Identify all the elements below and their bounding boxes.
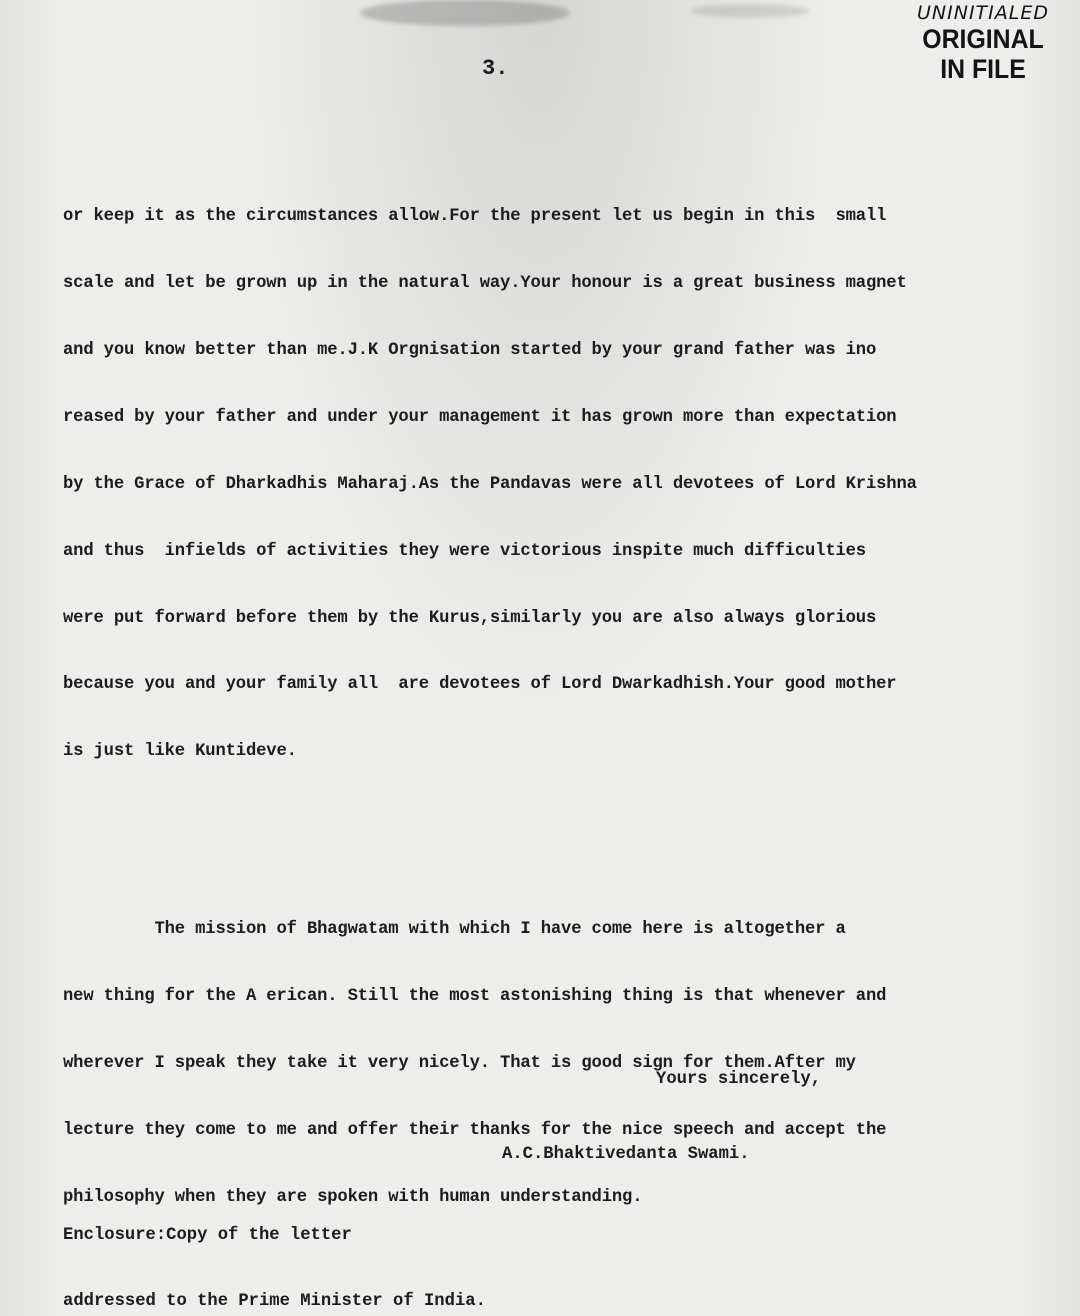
text-line: philosophy when they are spoken with human understanding. <box>63 1187 643 1207</box>
enclosure-note <box>63 1180 486 1316</box>
text-line: The mission of Bhagwatam with which I have come here is altogether a <box>63 920 846 940</box>
text-line: scale and let be grown up in the natural way.Your honour is a great business magnet <box>63 274 907 294</box>
text-line: because you and your family all are devotees of Lord Dwarkadhish.Your good mother <box>63 675 897 695</box>
scan-smudge <box>690 4 810 18</box>
stamp-line-original: ORIGINAL <box>922 24 1044 54</box>
original-in-file-stamp <box>908 2 1058 84</box>
page-number: 3. <box>482 56 509 81</box>
closing-salutation: Yours sincerely, <box>656 1070 822 1089</box>
text-line: and you know better than me.J.K Orgnisation started by your grand father was ino <box>63 340 877 360</box>
paragraph-1 <box>63 162 1053 809</box>
text-line: by the Grace of Dharkadhis Maharaj.As the Pandavas were all devotees of Lord Krishna <box>63 474 917 494</box>
signature-name: A.C.Bhaktivedanta Swami. <box>502 1145 750 1164</box>
enclosure-line: addressed to the Prime Minister of India. <box>63 1292 486 1312</box>
text-line: or keep it as the circumstances allow.For the present let us begin in this small <box>63 207 887 227</box>
text-line: wherever I speak they take it very nicely. That is good sign for them.After my <box>63 1054 856 1074</box>
text-line: reased by your father and under your management it has grown more than expectation <box>63 407 897 427</box>
stamp-handwritten-note: UNINITIALED <box>917 2 1049 24</box>
text-line: is just like Kuntideve. <box>63 742 297 762</box>
letter-body <box>63 117 1053 1316</box>
enclosure-line: Enclosure:Copy of the letter <box>63 1225 352 1245</box>
text-line: were put forward before them by the Kurus,similarly you are also always glorious <box>63 608 877 628</box>
text-line: new thing for the A erican. Still the most astonishing thing is that whenever and <box>63 987 887 1007</box>
stamp-line-in-file: IN FILE <box>940 54 1026 84</box>
text-line: lecture they come to me and offer their thanks for the nice speech and accept the <box>63 1121 887 1141</box>
text-line: and thus infields of activities they were victorious inspite much difficulties <box>63 541 866 561</box>
scan-smudge <box>360 0 570 26</box>
